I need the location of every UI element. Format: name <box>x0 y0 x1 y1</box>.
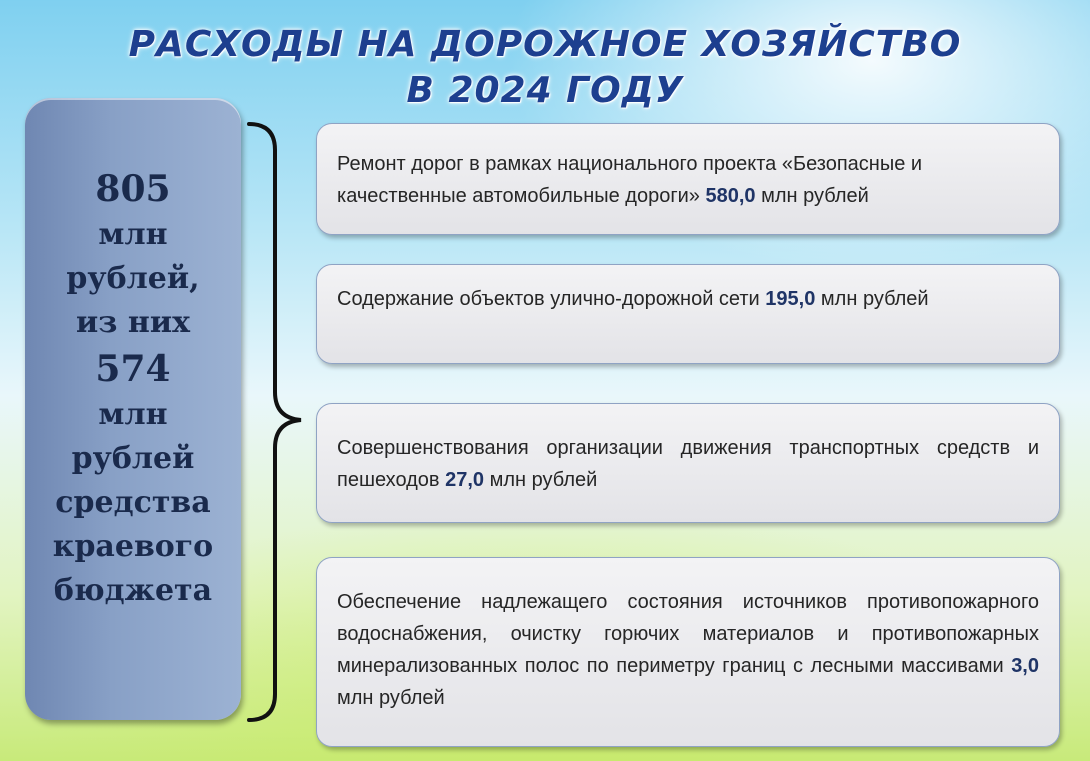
expense-card-traffic-organization <box>316 403 1060 523</box>
expense-card-road-repair <box>316 123 1060 235</box>
source-line-2: краевого <box>52 529 214 564</box>
expense-text: Совершенствования организации движения транспортных средств и пешеходов <box>337 437 1039 491</box>
expense-amount: 3,0 <box>1011 655 1039 677</box>
expense-card-street-network <box>316 264 1060 364</box>
title-line-2: В 2024 ГОДУ <box>406 70 684 111</box>
regional-value: 574 <box>95 348 171 390</box>
total-unit-2: рублей, <box>66 261 200 296</box>
expense-amount: 27,0 <box>445 469 485 491</box>
total-unit-1: млн <box>98 217 168 252</box>
expense-text: Обеспечение надлежащего состояния источников противопожарного водоснабжения, очистку горючих материалов и противопожарных минерализованных полос по периметру границ с лесными массивами <box>337 591 1039 677</box>
expense-unit: млн рублей <box>337 687 445 709</box>
expense-unit: млн рублей <box>820 288 929 310</box>
regional-unit-2: рублей <box>71 441 195 476</box>
total-summary-panel <box>25 98 241 720</box>
total-summary-text <box>53 165 213 613</box>
expense-text: Содержание объектов улично-дорожной сети <box>337 288 760 310</box>
regional-unit-1: млн <box>98 397 168 432</box>
source-line-1: средства <box>55 485 211 520</box>
source-line-3: бюджета <box>53 573 213 608</box>
total-value: 805 <box>95 168 171 210</box>
expense-amount: 195,0 <box>765 288 816 310</box>
expense-amount: 580,0 <box>705 185 756 207</box>
expense-card-fire-safety <box>316 557 1060 747</box>
title-line-1: РАСХОДЫ НА ДОРОЖНОЕ ХОЗЯЙСТВО <box>128 24 962 65</box>
curly-brace-icon <box>245 120 305 724</box>
connector-text: из них <box>76 305 190 340</box>
expense-text: Ремонт дорог в рамках национального проекта «Безопасные и качественные автомобильные дороги» <box>337 153 923 207</box>
expense-unit: млн рублей <box>489 469 598 491</box>
expense-unit: млн рублей <box>761 185 869 207</box>
